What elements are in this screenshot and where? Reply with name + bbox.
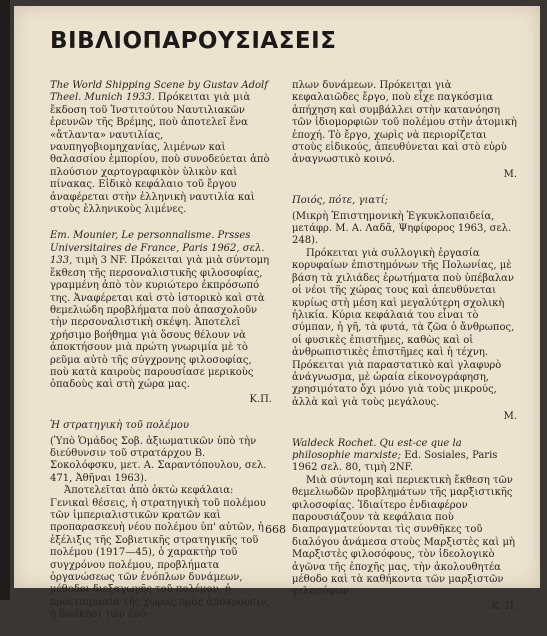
entry-signature: Κ.Π. xyxy=(249,393,272,405)
entry-body: τιμὴ 3 NF. Πρόκειται γιὰ μιὰ σύντομη ἔκθεση τῆς περσοναλιστικῆς φιλοσοφίας, γραμμένη ἀπὸ τὸν κυριώτερο ἐκπρόσωπό της. Ἀναφέρεται καὶ στὸ ἱστορικὸ καὶ στὰ θεμελιώδη προβλήματα ποὺ ἀπασχολοῦν τὴν περσοναλιστικὴ σκέψη. Ἀποτελεῖ χρήσιμο βοήθημα γιὰ ὅσους θέλουν νὰ ἀποκτήσουν μιὰ πρώτη γνωριμία μὲ τὸ ρεῦμα αὐτὸ τῆς σύγχρονης φιλοσοφίας, ποὺ κατὰ καιροὺς παρουσίασε μερικοὺς ὀπαδοὺς καὶ στὴ χώρα μας. xyxy=(50,255,270,391)
entry-citation: Ed. Sosiales, Paris 1962 σελ. 80, τιμὴ 2NF. xyxy=(292,449,498,474)
review-entry xyxy=(50,420,272,622)
entry-heading: Waldeck Rochet. Qu est-ce que la philosophie marxiste; xyxy=(292,437,462,461)
review-entry xyxy=(292,438,517,614)
scan-edge xyxy=(0,0,10,600)
entry-body: Μιὰ σύντομη καὶ περιεκτικὴ ἔκθεση τῶν θεμελιωδῶν προβλημάτων τῆς μαρξιστικῆς φιλοσοφίας. Ἰδιαίτερο ἐνδιαφέρον παρουσιάζουν τὰ κεφάλαια ποὺ διαπραγματεύονται τὶς συνθῆκες τοῦ διαλόγου ἀνάμεσα στοὺς Μαρξιστὲς καὶ μὴ Μαρξιστὲς φιλοσόφους, τὸν ἰδεολογικὸ ἀγῶνα τῆς ἐποχῆς μας, τὴν ἀκολουθητέα μέθοδο καὶ τὰ καθήκοντα τῶν μαρξιστῶν φιλοσόφων. xyxy=(292,474,515,598)
entry-signature: Κ. Π. xyxy=(491,600,517,612)
review-entry xyxy=(50,230,272,406)
review-entry xyxy=(292,80,517,181)
entry-heading: The World Shipping Scene by Gustav Adolf Theel. Munich 1933. xyxy=(50,80,268,104)
left-column xyxy=(50,80,272,636)
entry-body: πλων δυνάμεων. Πρόκειται γιὰ κεφαλαιῶδες ἔργο, ποὺ εἶχε παγκόσμια ἀπήχηση καὶ συμβάλλει στὴν κατανόηση τῶν ἰδιομορφιῶν τοῦ πολέμου στὴν ἀτομικὴ ἐποχή. Τὸ ἔργο, χωρὶς νὰ περιορίζεται στοὺς εἰδικούς, ἀπευθύνεται καὶ στὸ εὐρὺ ἀναγνωστικὸ κοινό. xyxy=(292,80,517,166)
page-title: ΒΙΒΛΙΟΠΑΡΟΥΣΙΑΣΕΙΣ xyxy=(50,28,337,54)
entry-body: Ἀποτελεῖται ἀπὸ ὀκτὼ κεφάλαια: Γενικαὶ θέσεις, ἡ στρατηγικὴ τοῦ πολέμου τῶν ἱμπεριαλιστικῶν κρατῶν καὶ προπαρασκευὴ νέου πολέμου ὑπ' αὐτῶν, ἡ ἐξέλιξις τῆς Σοβιετικῆς στρατηγικῆς τοῦ πολέμου (1917—45), ὁ χαρακτὴρ τοῦ συγχρόνου πολέμου, προβλήματα ὀργανώσεως τῶν ἐνόπλων δυνάμεων, μέθοδοι διεξαγωγῆς τοῦ πολέμου, ἡ προετοιμασία τῆς χώρας πρὸς ἀπόκρουσιν, ἡ διοίκησι τῶν ἐνό- xyxy=(50,485,270,621)
page-number: 668 xyxy=(265,523,286,536)
review-entry xyxy=(50,80,272,216)
entry-heading: Em. Mounier, Le personnalisme. Prsses Universitaires de France, Paris 1962, σελ. 133, xyxy=(50,230,265,267)
entry-heading: Ποιός, πότε, γιατί; xyxy=(292,195,388,207)
entry-signature: Μ. xyxy=(503,168,517,180)
entry-body: Πρόκειται γιὰ συλλογικὴ ἐργασία κορυφαίων ἐπιστημόνων τῆς Πολωνίας, μὲ βάση τὰ χιλιάδες ἐρωτήματα ποὺ ὑπέβαλαν οἱ νέοι τῆς χώρας τους καὶ ἀπευθύνεται κυρίως στὴ μέση καὶ μεγαλύτερη σχολικὴ ἡλικία. Κύρια κεφάλαιά του εἶναι τὸ σύμπαν, ἡ γῆ, τὰ φυτά, τὰ ζῶα ὁ ἄνθρωπος, οἱ φυσικὲς ἐπιστῆμες, καθὼς καὶ οἱ ἀνθρωπιστικὲς ἐπιστῆμες καὶ ἡ τέχνη. Πρόκειται γιὰ παραστατικὸ καὶ γλαφυρὸ ἀνάγνωσμα, μὲ ὡραία εἰκονογράφηση, χρησιμότατο ὄχι μόνο γιὰ τοὺς μικρούς, ἀλλὰ καὶ γιὰ τοὺς μεγάλους. xyxy=(292,247,515,408)
entry-signature: Μ. xyxy=(503,411,517,423)
review-entry xyxy=(292,195,517,423)
entry-citation: (Μικρὴ Ἐπιστημονικὴ Ἐγκυκλοπαιδεία, μετάφρ. Μ. Α. Λαδᾶ, Ψηφίφορος 1963, σελ. 248). xyxy=(292,210,512,247)
entry-citation: (Ὑπὸ Ὁμάδος Σοβ. ἀξιωματικῶν ὑπὸ τὴν διεύθυνσιν τοῦ στρατάρχου Β. Σοκολόφσκυ, μετ. Α. Σαραντόπουλου, σελ. 471, Ἀθῆναι 1963). xyxy=(50,435,267,484)
entry-heading: Ἡ στρατηγικὴ τοῦ πολέμου xyxy=(50,420,189,432)
entry-body: Πρόκειται γιὰ μιὰ ἔκδοση τοῦ Ἰνστιτούτου Ναυτιλιακῶν ἐρευνῶν τῆς Βρέμης, ποὺ ἀποτελεῖ ἕνα «ἄτλαντα» ναυτιλίας, ναυπηγοβιομηχανίας, λιμένων καὶ θαλασσίου ἐμπορίου, ποὺ συνοδεύεται ἀπὸ πλούσιον χαρτογραφικὸν ὑλικὸν καὶ πίνακας. Εἰδικὸ κεφάλαιο τοῦ ἔργου ἀναφέρεται στὴν ἑλληνικὴ ναυτιλία καὶ στοὺς ἑλληνικοὺς λιμένες. xyxy=(50,92,270,216)
right-column xyxy=(292,80,517,627)
